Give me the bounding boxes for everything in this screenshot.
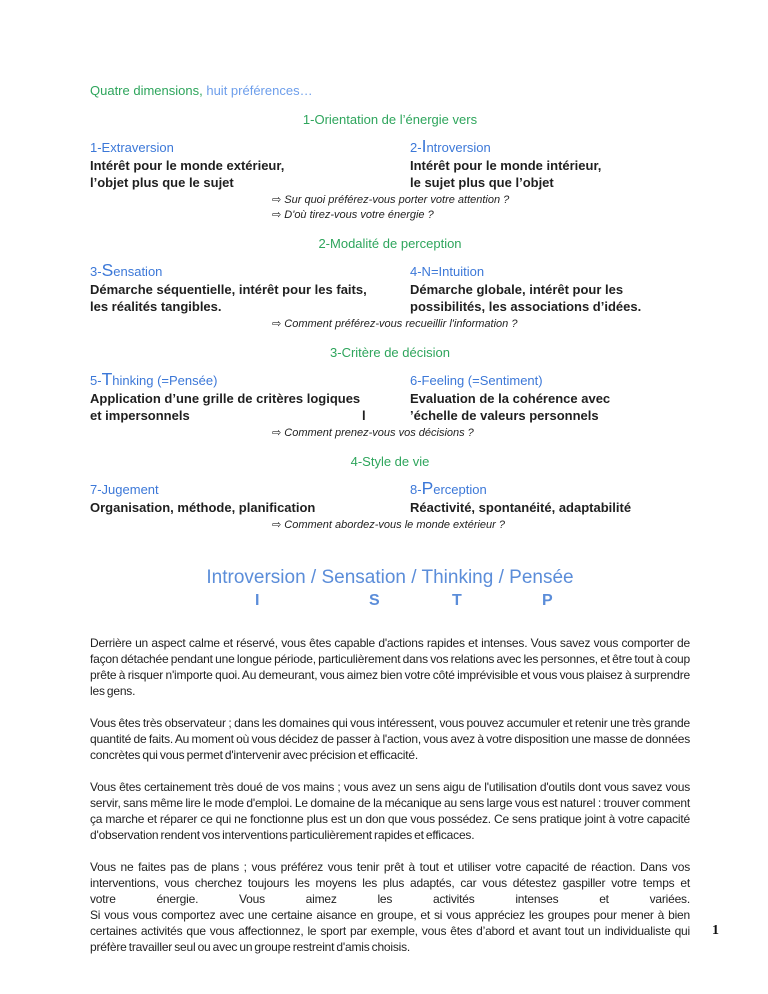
- stray-letter: l: [362, 408, 366, 423]
- section-heading: 4-Style de vie: [350, 454, 430, 469]
- type-letters-row: [90, 592, 690, 614]
- preference-sensation: [90, 261, 410, 315]
- section-heading: 1-Orientation de l’énergie vers: [302, 112, 478, 127]
- question-line: ⇨ Sur quoi préférez-vous porter votre attention ?: [272, 194, 510, 206]
- preference-description: l’objet plus que le sujet: [90, 175, 234, 190]
- type-letter-t: T: [452, 592, 462, 609]
- body-paragraph: Derrière un aspect calme et réservé, vous êtes capable d'actions rapides et intenses. Vous savez vous comporter de façon détachée pendant une longue période, particulièrement dans vos relations avec les personnes, et être tout à coup prête à risquer n'importe quoi. Au demeurant, vous aimez bien votre côté imprévisible et vous vous plaisez à surprendre les gens.: [90, 636, 690, 698]
- question-line: ⇨ Comment prenez-vous vos décisions ?: [272, 427, 474, 439]
- page-number: 1: [712, 923, 719, 938]
- column-heading: 8-Perception: [410, 478, 487, 498]
- body-text: [90, 635, 690, 955]
- column-heading: 7-Jugement: [90, 482, 159, 497]
- preference-intuition: [410, 261, 690, 315]
- preference-description: Démarche globale, intérêt pour les: [410, 282, 624, 297]
- page-content: [90, 82, 690, 955]
- question-block: [272, 518, 690, 533]
- preference-description: possibilités, les associations d’idées.: [410, 299, 642, 314]
- column-heading: 6-Feeling (=Sentiment): [410, 373, 543, 388]
- preference-description: les réalités tangibles.: [90, 299, 222, 314]
- column-heading: 4-N=Intuition: [410, 264, 485, 279]
- preference-description: Organisation, méthode, planification: [90, 500, 316, 515]
- question-block: [272, 193, 690, 223]
- preference-columns: [90, 370, 690, 424]
- preference-description: et impersonnels: [90, 408, 190, 423]
- section-heading: 3-Critère de décision: [330, 345, 450, 360]
- type-letter-p: P: [542, 592, 553, 609]
- type-title: Introversion / Sensation / Thinking / Pensée: [206, 567, 574, 588]
- column-heading: 3-Sensation: [90, 260, 163, 280]
- preference-columns: [90, 479, 690, 516]
- preference-perception: [410, 479, 690, 516]
- question-block: [272, 317, 690, 332]
- preference-description: Réactivité, spontanéité, adaptabilité: [410, 500, 632, 515]
- body-paragraph-4-part3: Si vous vous comportez avec une certaine aisance en groupe, et si vous appréciez les groupes pour mener à bien certaines activités que vous affectionnez, le sport par exemple, vous êtes d’abord et avant tout un individualiste qui préfère travailler seul ou avec un groupe restreint d'amis choisis.: [90, 908, 690, 954]
- body-paragraph-4-part1: Vous ne faites pas de plans ; vous préférez vous tenir prêt à tout et utiliser votre capacité de réaction. Dans vos interventions, vous cherchez toujours les moyens les plus adaptés, car vous détestez gaspiller votre temps et: [90, 860, 690, 890]
- preference-description: Application d’une grille de critères logiques: [90, 391, 361, 406]
- section-orientation-energie: [90, 111, 690, 223]
- question-line: ⇨ Comment abordez-vous le monde extérieur ?: [272, 519, 505, 531]
- preference-introversion: [410, 137, 690, 191]
- intro-blue-text: huit préférences…: [202, 83, 313, 98]
- preference-description: Intérêt pour le monde extérieur,: [90, 158, 285, 173]
- type-letter-i: I: [255, 592, 260, 609]
- column-heading: 5-Thinking (=Pensée): [90, 369, 218, 389]
- column-heading: 1-Extraversion: [90, 140, 174, 155]
- preference-description: ’échelle de valeurs personnels: [410, 408, 599, 423]
- preference-description: Démarche séquentielle, intérêt pour les faits,: [90, 282, 367, 297]
- body-paragraph: Vous êtes certainement très doué de vos mains ; vous avez un sens aigu de l'utilisation d'outils dont vous savez vous servir, sans même lire le mode d'emploi. Le domaine de la mécanique au sens large vous est naturel : trouver comment ça marche et réparer ce qui ne fonctionne plus est un don que vous possédez. Ce sens pratique joint à votre capacité d'observation rendent vos interventions particulièrement rapides et efficaces.: [90, 780, 690, 842]
- preference-description: le sujet plus que l’objet: [410, 175, 554, 190]
- preference-description: Intérêt pour le monde intérieur,: [410, 158, 602, 173]
- body-paragraph: Vous êtes très observateur ; dans les domaines qui vous intéressent, vous pouvez accumuler et retenir une très grande quantité de faits. Au moment où vous décidez de passer à l'action, vous avez à votre disposition une masse de données concrètes qui vous permet d'intervenir avec précision et efficacité.: [90, 716, 690, 762]
- question-line: ⇨ Comment préférez-vous recueillir l'information ?: [272, 318, 518, 330]
- preference-extraversion: [90, 137, 410, 191]
- section-heading: 2-Modalité de perception: [318, 236, 462, 251]
- personality-type-block: [90, 566, 690, 614]
- section-style-de-vie: [90, 453, 690, 533]
- preference-feeling: [410, 370, 690, 424]
- body-paragraph-4-part2: votre énergie. Vous aimez les activités intenses et variées.: [90, 892, 690, 906]
- question-block: [272, 426, 690, 441]
- intro-line: [90, 82, 690, 99]
- type-letter-s: S: [369, 592, 380, 609]
- preference-jugement: [90, 479, 410, 516]
- column-heading: 2-Introversion: [410, 136, 491, 156]
- section-modalite-perception: [90, 235, 690, 332]
- question-line: ⇨ D'où tirez-vous votre énergie ?: [272, 209, 434, 221]
- preference-description: Evaluation de la cohérence avec: [410, 391, 611, 406]
- preference-columns: [90, 261, 690, 315]
- preference-columns: [90, 137, 690, 191]
- section-critere-decision: [90, 344, 690, 441]
- intro-green-text: Quatre dimensions,: [90, 83, 203, 98]
